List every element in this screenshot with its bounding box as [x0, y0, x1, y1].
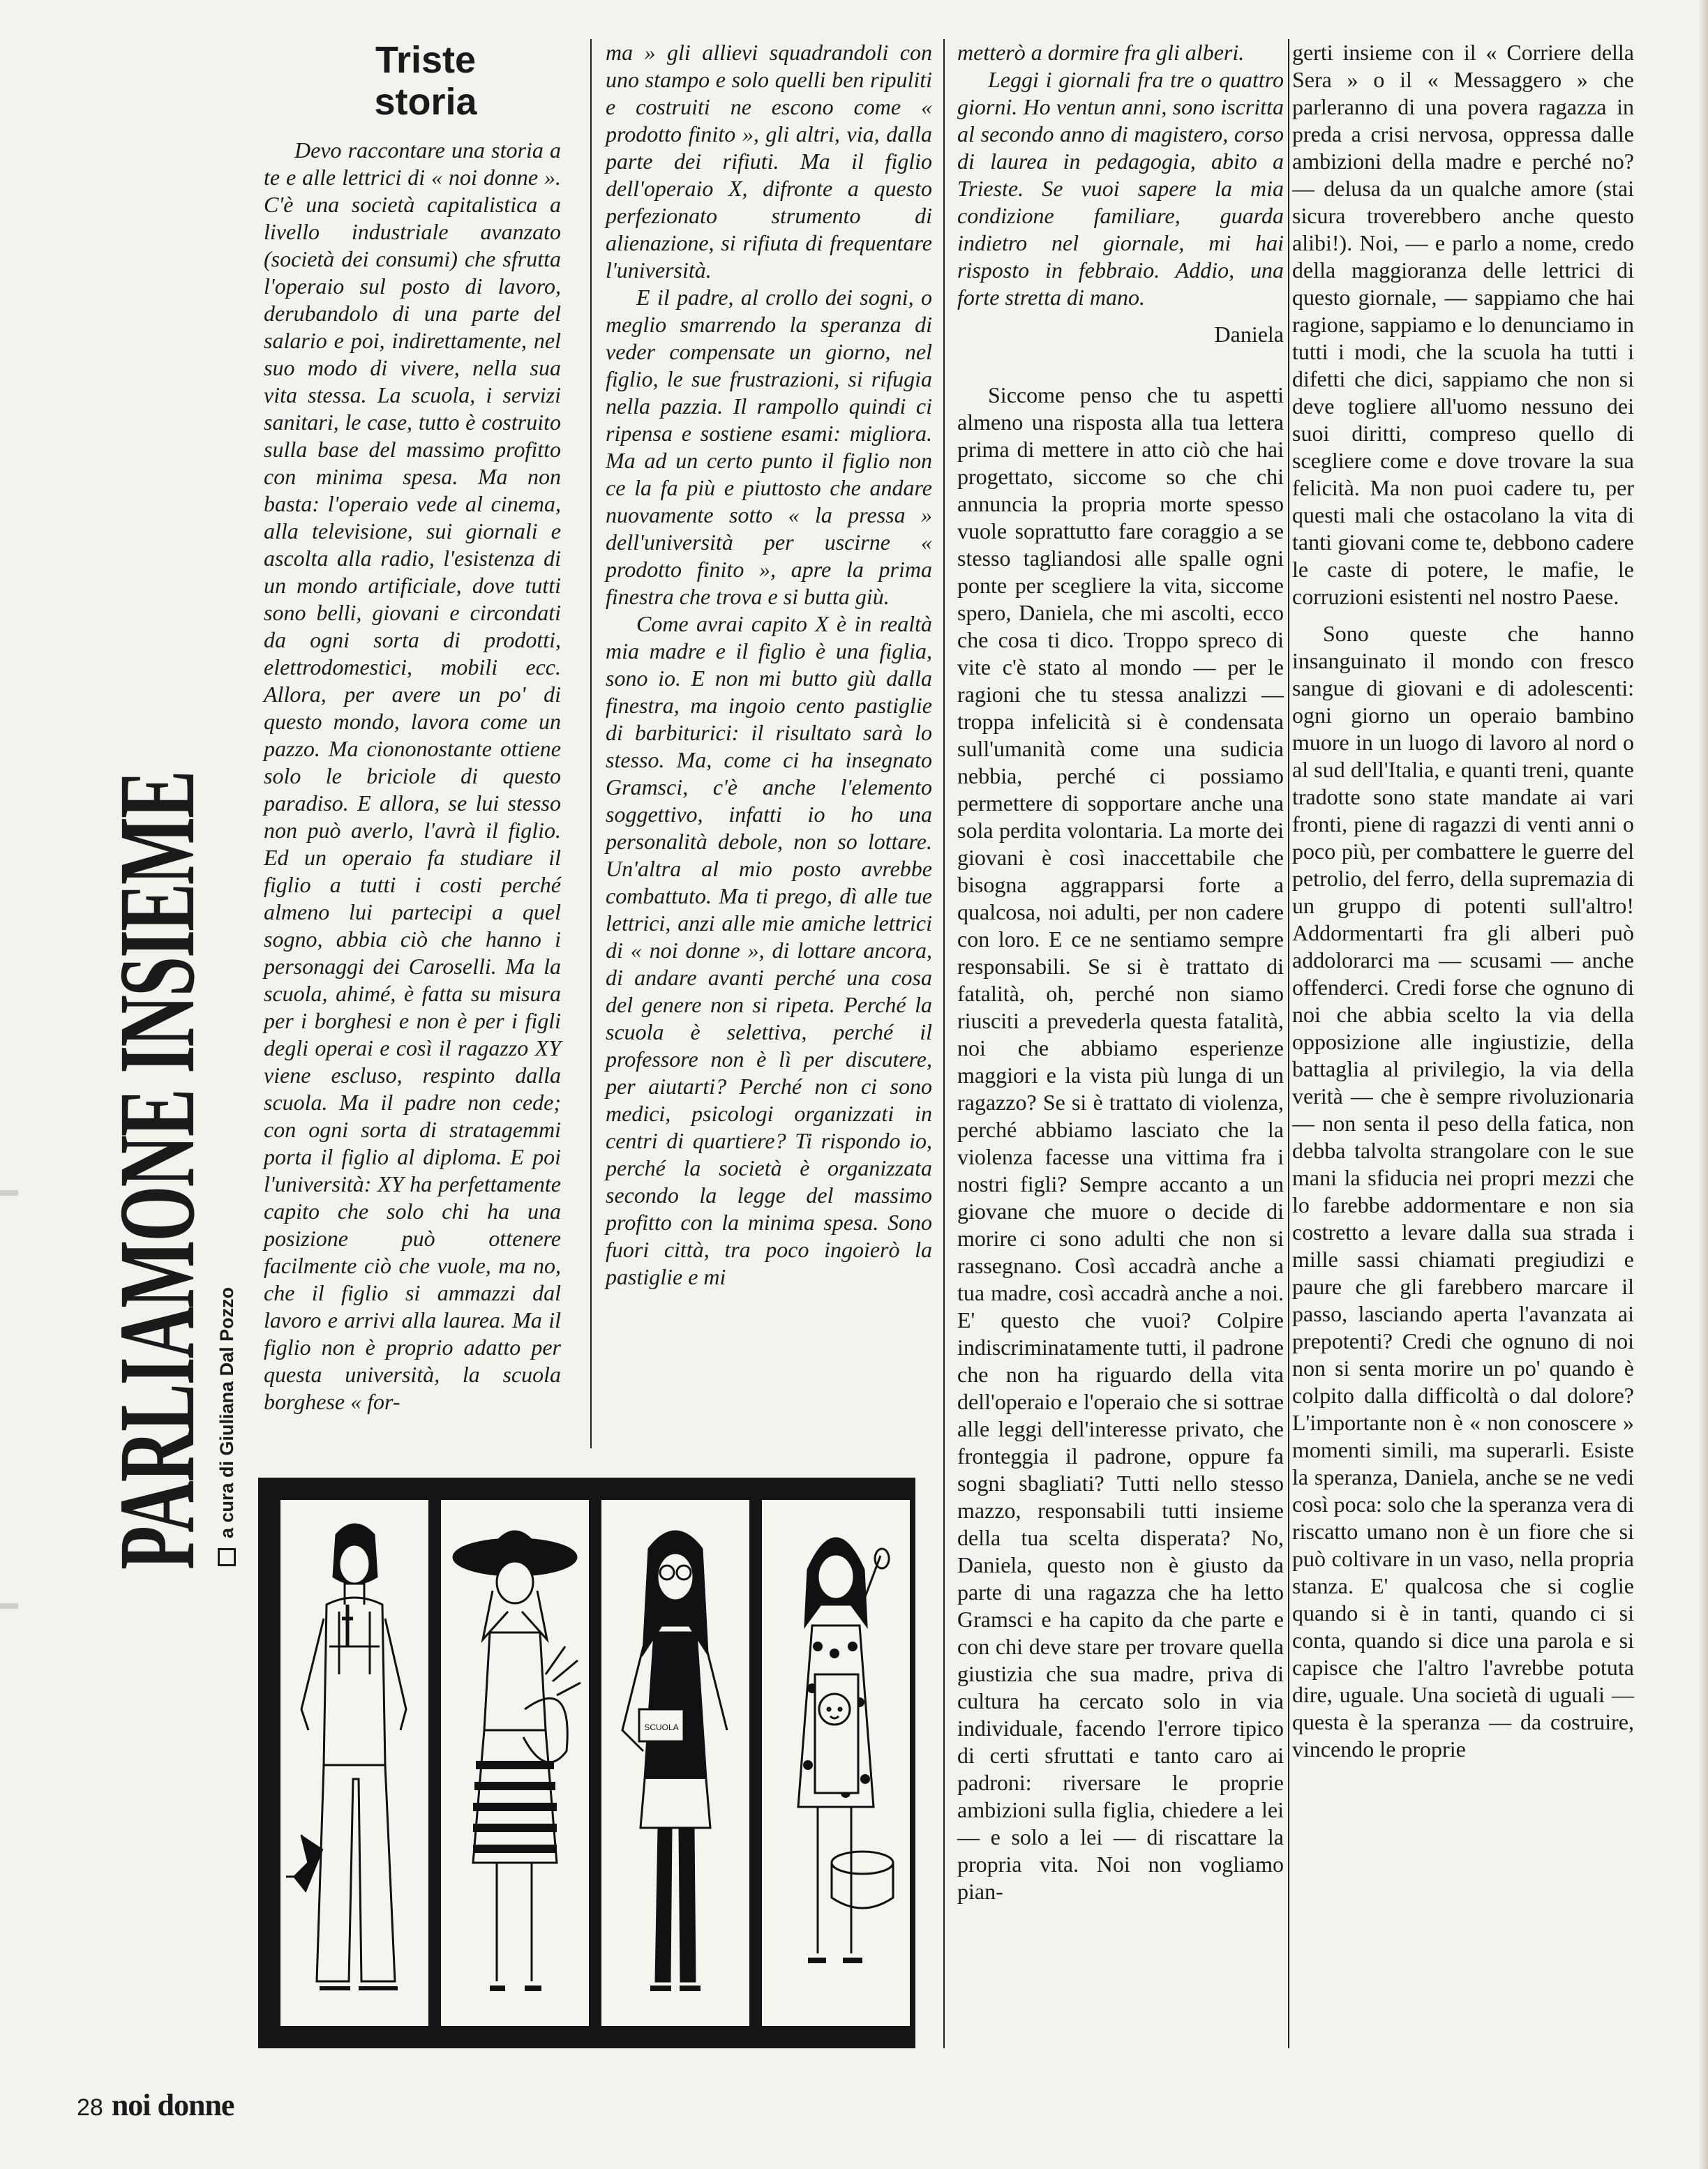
- girl-with-book-figure: [601, 1500, 749, 2026]
- story-title-line: Triste: [375, 39, 477, 81]
- illustration-four-girls: [258, 1478, 915, 2048]
- girl-with-hat-figure: [441, 1500, 589, 2026]
- page-footer: [77, 2087, 234, 2123]
- illustration-panel: [441, 1500, 589, 2026]
- paragraph: E il padre, al crollo dei sogni, o meglio smarrendo la speranza di veder compensate un giorno, nel figlio, le sue frustrazioni, si rifugia nella pazzia. Il rampollo quindi ci ripensa e sostiene esami: migliora. Ma ad un certo punto il figlio non ce la fa più e piuttosto che andare nuovamente sotto « la pressa » dell'università per uscirne « prodotto finito », apre la prima finestra che trova e si butta giù.: [606, 285, 932, 609]
- paragraph: Devo raccontare una storia a te e alle lettrici di « noi donne ». C'è una società capitalistica a livello industriale avanzato (società dei consumi) che sfrutta l'operaio sul posto di lavoro, derubandolo di una parte del salario e poi, indirettamente, nel suo modo di vivere, nella sua vita stessa. La scuola, i servizi sanitari, le case, tutto è costruito sulla base del massimo profitto con minima spesa. Ma non basta: l'operaio vede al cinema, alla televisione, sui giornali e ascolta alla radio, l'esistenza di un mondo artificiale, dove tutti sono belli, giovani e circondati da ogni sorta di prodotti, elettrodomestici, mobili ecc. Allora, per avere un po' di questo mondo, lavora come un pazzo. Ma ciononostante ottiene solo le briciole di questo paradiso. E allora, se lui stesso non può averlo, l'avrà il figlio. Ed un operaio fa studiare il figlio a tutti i costi perché almeno lui partecipi a quel sogno, abbia ciò che hanno i personaggi dei Caroselli. Ma la scuola, ahimé, è fatta su misura per i borghesi e non è per i figli degli operai e così il ragazzo XY viene escluso, respinto dalla scuola. Ma il padre non cede; con ogni sorta di stratagemmi porta il figlio al diploma. E poi l'università: XY ha perfettamente capito che solo chi ha una posizione può ottenere facilmente ciò che vuole, ma no, che il figlio si ammazzi dal lavoro e arrivi alla laurea. Ma il figlio non è proprio adatto per questa università, la scuola borghese « for-: [264, 137, 561, 1414]
- paragraph: Siccome penso che tu aspetti almeno una risposta alla tua lettera prima di mettere in atto ciò che hai progettato, siccome so che chi annuncia la propria morte spesso vuole soprattutto fare coraggio a se stesso tagliandosi alle spalle ogni ponte per scegliere la vita, siccome spero, Daniela, che mi ascolti, ecco che cosa ti dico. Troppo spreco di vite c'è stato al mondo — per le ragioni che tu stessa analizzi — troppa infelicità si è condensata sull'umanità come una sudicia nebbia, perché ci possiamo permettere di sopportare anche una sola perdita volontaria. La morte dei giovani è così inaccettabile che bisogna aggrapparsi forte a qualcosa, noi adulti, per non cadere con loro. E ce ne sentiamo sempre responsabili. Se si è trattato di fatalità, oh, perché non siamo riusciti a prevederla questa fatalità, noi che abbiamo esperienze maggiori e la vista più lunga di un ragazzo? Se si è trattato di violenza, perché abbiamo lasciato che la violenza facesse una vittima fra i nostri figli? Sempre accanto a un giovane che muore o decide di morire ci sono adulti che non si rassegnano. Così accadrà anche a tua madre, così accadrà anche a noi. E' questo che vuoi? Colpire indiscriminatamente tutti, il padrone che non ha riguardo della vita dell'operaio e l'operaio che si sottrae alle leggi dell'interesse privato, che fronteggia il padrone, oppure fa sogni sbagliati? Tutti nello stesso mazzo, responsabili tutti insieme della tua scelta disperata? No, Daniela, questo non è giusto da parte di una ragazza che ha letto Gramsci e ha capito da che parte e con chi deve stare per trovare quella giustizia che sua madre, priva di cultura ha cercato solo in via individuale, facendo l'errore tipico di certi sfruttati e tanto caro ai padroni: riversare le proprie ambizioni sulla figlia, chiedere a lei — e solo a lei — di riscattare la propria vita. Noi non vogliamo pian-: [957, 382, 1284, 1904]
- illustration-panel: [762, 1500, 910, 2026]
- paragraph: Come avrai capito X è in realtà mia madre e il figlio è una figlia, sono io. E non mi butto giù dalla finestra, ma ingoio cento pastiglie di barbiturici: il risultato sarà lo stesso. Ma, come ci ha insegnato Gramsci, c'è anche l'elemento soggettivo, infatti io ho una personalità debole, non so lottare. Un'altra al mio posto avrebbe combattuto. Ma ti prego, dì alle tue lettrici, anzi alle mie amiche lettrici di « noi donne », di lottare ancora, di andare avanti perché una cosa del genere non si ripeta. Perché la scuola è selettiva, perché il professore non è lì per discutere, per aiutarti? Perché non ci sono medici, psicologi organizzati in centri di quartiere? Ti rispondo io, perché la società è organizzata secondo la legge del massimo profitto con la minima spesa. Sono fuori città, tra poco ingoierò la pastiglie e mi: [606, 611, 932, 1289]
- letter-column-2: [606, 39, 932, 1291]
- story-title-line: storia: [374, 81, 477, 123]
- book-cover-text: SCUOLA: [644, 1723, 679, 1732]
- paragraph: Sono queste che hanno insanguinato il mondo con fresco sangue di giovani e di adolescenti: ogni giorno un operaio bambino muore in un luogo di lavoro al nord o al sud dell'Italia, e quanti treni, quante tradotte sono state mandate ai vari fronti, piene di ragazzi di venti anni o poco più, per combattere le guerre del petrolio, del ferro, della supremazia di un gruppo di potenti sull'altro! Addormentarti fra gli alberi può addolorarci ma — scusami — anche offenderci. Credi forse che ognuno di noi che abbia scelto la via della opposizione alle ingiustizie, della battaglia al privilegio, la via della verità — che è sempre rivoluzionaria — non senta il peso della fatica, non debba talvolta strangolare con le sue mani la sfiducia nei propri mezzi che lo farebbe addormentare e non sia costretto a levare dalla sua strada i mille sassi chiamati pregiudizi e paure che gli farebbero marcare il passo, lasciando aperta l'avanzata ai prepotenti? Credi che ognuno di noi non si senta morire un po' quando è colpito dalla difficoltà o dal dolore? L'importante non è « non conoscere » momenti simili, ma superarli. Esiste la speranza, Daniela, anche se ne vedi così poca: solo che la speranza vera di riscatto umano non è un fiore che si può coltivare in un vaso, nella propria stanza. E' qualcosa che si coglie quando si è in tanti, quando ci si conta, quando si dice una parola e si capisce che l'altro l'avrebbe potuta dire, uguale. Una società di uguali — questa è la speranza — da costruire, vincendo le proprie: [1292, 621, 1634, 1762]
- scan-artifact: [0, 1603, 18, 1609]
- girl-housewife-figure: [762, 1500, 910, 2026]
- letter-reply-column-3: [957, 39, 1284, 1905]
- square-bullet-icon: [218, 1548, 236, 1566]
- paragraph: Leggi i giornali fra tre o quattro giorni. Ho ventun anni, sono iscritta al secondo anno di magistero, corso di laurea in pedagogia, abito a Trieste. Se vuoi sapere la mia condizione familiare, guarda indietro nel giornale, mi hai risposto in febbraio. Addio, una forte stretta di mano.: [957, 67, 1284, 310]
- illustration-panel: [601, 1500, 749, 2026]
- paragraph: ma » gli allievi squadrandoli con uno stampo e solo quelli ben ripuliti e costruiti ne escono come « prodotto finito », gli altri, via, dalla parte dei rifiuti. Ma il figlio dell'operaio X, difronte a questo perfezionato strumento di alienazione, si rifiuta di frequentare l'università.: [606, 40, 932, 283]
- reply-column-4: [1292, 39, 1634, 1763]
- scan-artifact: [0, 1190, 18, 1196]
- page-number: 28: [77, 2094, 103, 2121]
- girl-worker-figure: [280, 1500, 428, 2026]
- column-rule: [1288, 39, 1289, 2048]
- column-rule: [943, 39, 945, 2048]
- paragraph: metterò a dormire fra gli alberi.: [957, 40, 1245, 65]
- section-banner: [96, 35, 217, 1570]
- illustration-panel: [280, 1500, 428, 2026]
- paragraph: gerti insieme con il « Corriere della Sera » o il « Messaggero » che parleranno di una povera ragazza in preda a crisi nervosa, oppressa dalle ambizioni della madre e perché no? — delusa da un qualche amore (stai sicura troverebbero anche questo alibi!). Noi, — e parlo a nome, credo della maggioranza delle lettrici di questo giornale, — sappiamo che hai ragione, sappiamo e lo denunciamo in tutti i modi, che la scuola ha tutti i difetti che dici, sappiamo che non si deve togliere all'uomo nessuno dei suoi diritti, compreso quello di scegliere come e dove trovare la sua felicità. Ma non puoi cadere tu, per questi mali che ostacolano la vita di tanti giovani come te, debbono cadere le caste di potere, le mafie, le corruzioni esistenti nel nostro Paese.: [1292, 40, 1634, 609]
- magazine-name: noi donne: [111, 2088, 234, 2122]
- byline: [213, 1120, 241, 1566]
- letter-column-1: [264, 137, 561, 1416]
- page-edge-shadow: [1698, 0, 1708, 2169]
- column-rule: [590, 39, 592, 1448]
- letter-signature: Daniela: [1214, 322, 1284, 347]
- section-title: PARLIAMONE INSIEME: [96, 772, 217, 1570]
- story-title: [293, 39, 558, 123]
- byline-text: a cura di Giuliana Dal Pozzo: [216, 1286, 237, 1538]
